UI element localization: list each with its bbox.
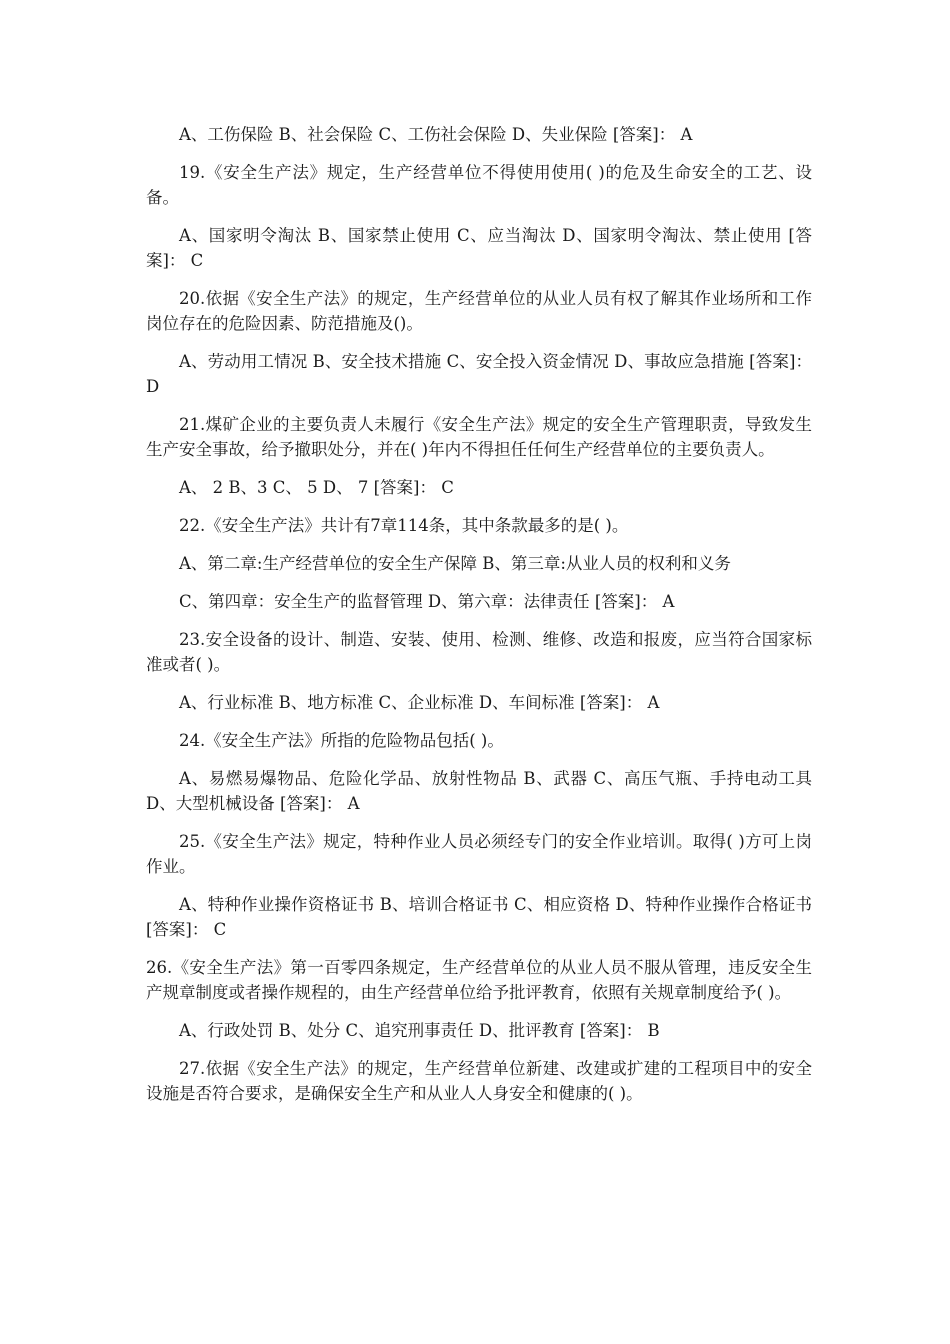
- answer-options-18: A、工伤保险 B、社会保险 C、工伤社会保险 D、失业保险 [答案]： A: [179, 125, 693, 144]
- question-21: 21.煤矿企业的主要负责人未履行《安全生产法》规定的安全生产管理职责，导致发生生产安全事故，给予撤职处分，并在( )年内不得担任任何生产经营单位的主要负责人。: [146, 415, 812, 459]
- answer-options-26: A、行政处罚 B、处分 C、追究刑事责任 D、批评教育 [答案]： B: [179, 1021, 660, 1040]
- answer-options-24: A、易燃易爆物品、危险化学品、放射性物品 B、武器 C、高压气瓶、手持电动工具 D、大型机械设备 [答案]： A: [146, 769, 812, 813]
- answer-options-22-part2: C、第四章：安全生产的监督管理 D、第六章：法律责任 [答案]： A: [179, 592, 675, 611]
- question-25: 25.《安全生产法》规定，特种作业人员必须经专门的安全作业培训。取得( )方可上岗作业。: [146, 832, 812, 876]
- answer-options-21: A、 2 B、3 C、 5 D、 7 [答案]： C: [179, 478, 454, 497]
- answer-options-22-part1: A、第二章:生产经营单位的安全生产保障 B、第三章:从业人员的权利和义务: [179, 554, 731, 573]
- question-24: 24.《安全生产法》所指的危险物品包括( )。: [179, 731, 504, 750]
- answer-options-23: A、行业标准 B、地方标准 C、企业标准 D、车间标准 [答案]： A: [179, 693, 660, 712]
- document-page: [146, 122, 812, 1119]
- question-23: 23.安全设备的设计、制造、安装、使用、检测、维修、改造和报废，应当符合国家标准或者( )。: [146, 630, 812, 674]
- answer-options-25: A、特种作业操作资格证书 B、培训合格证书 C、相应资格 D、特种作业操作合格证书 [答案]： C: [146, 895, 812, 939]
- answer-options-20: A、劳动用工情况 B、安全技术措施 C、安全投入资金情况 D、事故应急措施 [答案]： D: [146, 352, 812, 396]
- question-27: 27.依据《安全生产法》的规定，生产经营单位新建、改建或扩建的工程项目中的安全设施是否符合要求，是确保安全生产和从业人人身安全和健康的( )。: [146, 1059, 812, 1103]
- question-19: 19.《安全生产法》规定，生产经营单位不得使用使用( )的危及生命安全的工艺、设备。: [146, 163, 812, 207]
- question-26: 26.《安全生产法》第一百零四条规定，生产经营单位的从业人员不服从管理，违反安全生产规章制度或者操作规程的，由生产经营单位给予批评教育，依照有关规章制度给予( )。: [146, 958, 812, 1002]
- question-22: 22.《安全生产法》共计有7章114条，其中条款最多的是( )。: [179, 516, 629, 535]
- question-20: 20.依据《安全生产法》的规定，生产经营单位的从业人员有权了解其作业场所和工作岗位存在的危险因素、防范措施及()。: [146, 289, 812, 333]
- answer-options-19: A、国家明令淘汰 B、国家禁止使用 C、应当淘汰 D、国家明令淘汰、禁止使用 [答案]： C: [146, 226, 812, 270]
